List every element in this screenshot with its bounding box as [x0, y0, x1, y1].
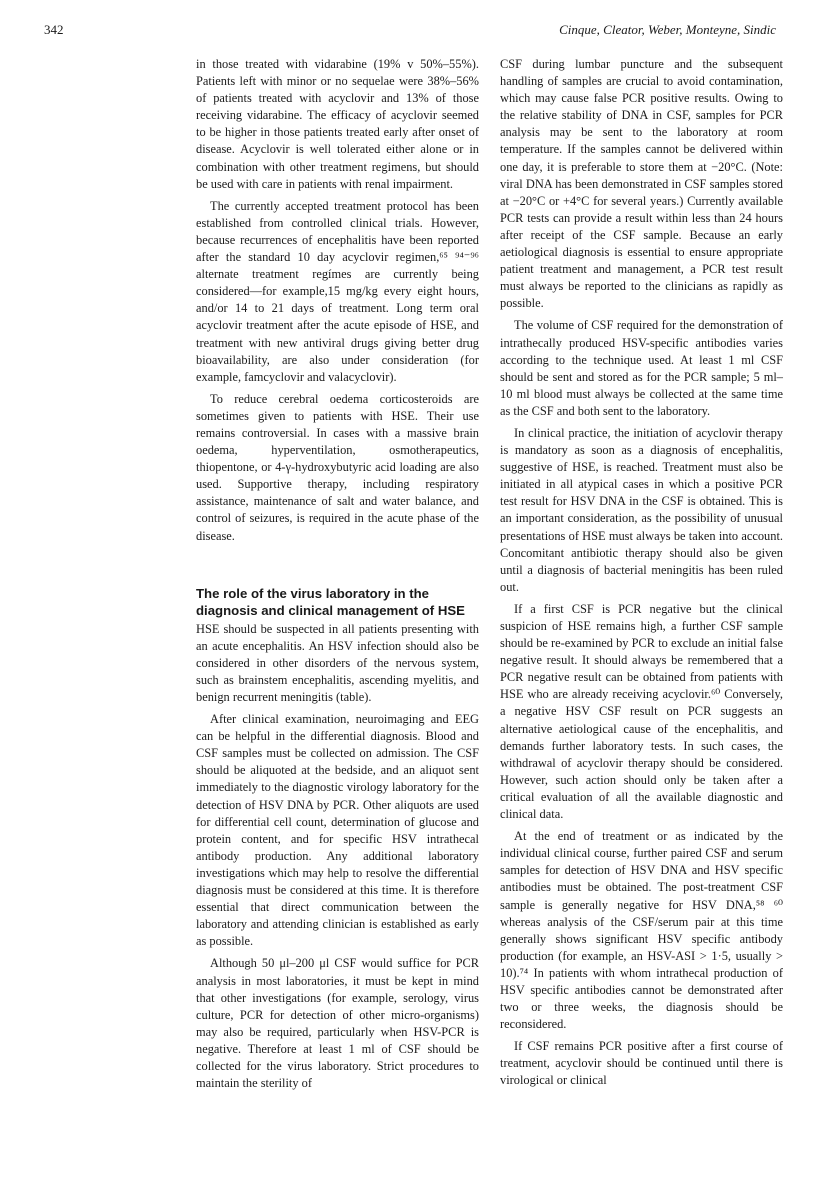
paragraph: After clinical examination, neuroimaging and EEG can be helpful in the differential diagnosis. Blood and CSF samples must be collected on admission. The CSF should be aliquoted at the bedside, and an aliquot sent immediately to the diagnostic virology laboratory for the detection of HSV DNA by PCR. Other aliquots are used for differential cell count, determination of glucose and protein content, and for specific HSV intrathecal antibody production. Any additional laboratory investigations which may help to resolve the differential diagnosis must be considered at this time. It is therefore essential that direct communication between the laboratory and attending clinician is established as early as possible. [196, 712, 479, 949]
paragraph: in those treated with vidarabine (19% v 50%–55%). Patients left with minor or no sequelae were 38%–56% of patients treated with acyclovir and 13% of those receiving vidarabine. The efficacy of acyclovir seemed to be higher in those patients treated early after onset of disease. Acyclovir is well tolerated either alone or in combination with other treatment regimens, but should be used with care in patients with renal impairment. [196, 57, 479, 191]
page-number: 342 [44, 22, 64, 37]
paragraph: If CSF remains PCR positive after a first course of treatment, acyclovir should be continued until there is virological or clinical [500, 1039, 783, 1088]
paragraph: The currently accepted treatment protocol has been established from controlled clinical trials. However, because recurrences of encephalitis have been reported after the standard 10 day acyclovir regimen,⁶⁵ ⁹⁴⁻⁹⁶ alternate treatment regímes are currently being considered—for example,15 mg/kg every eight hours, and/or 14 to 21 days of treatment. Long term oral acyclovir treatment after the acute episode of HSE, and treatment with new antiviral drugs giving better drug bioavailability, are also under consideration (for example, famcyclovir and valacyclovir). [196, 198, 479, 384]
paragraph: The volume of CSF required for the demonstration of intrathecally produced HSV-specific antibodies varies according to the technique used. At least 1 ml CSF should be sent and stored as for the PCR sample; 5 ml–10 ml blood must always be collected at the same time as the CSF and both sent to the laboratory. [500, 318, 783, 418]
paragraph: Although 50 μl–200 μl CSF would suffice for PCR analysis in most laboratories, it must be kept in mind that other investigations (for example, serology, virus culture, PCR for detection of other micro-organisms) may also be required, particularly when HSV-PCR is negative. Therefore at least 1 ml of CSF should be collected for the virus laboratory. Strict procedures to maintain the sterility of [196, 956, 479, 1091]
section-heading: The role of the virus laboratory in the diagnosis and clinical management of HSE [196, 585, 465, 618]
paragraph: At the end of treatment or as indicated by the individual clinical course, further paired CSF and serum samples for detection of HSV DNA and HSV specific antibodies must be obtained. The post-treatment CSF sample is generally negative for HSV DNA,⁵⁸ ⁶⁰ whereas analysis of the CSF/serum pair at this time generally shows significant HSV specific antibody production (for example, an HSV-ASI > 1·5, usually > 10).⁷⁴ In patients with whom intrathecal production of HSV specific antibodies cannot be demonstrated after two or three weeks, the diagnosis should be reconsidered. [500, 829, 783, 1032]
paragraph: In clinical practice, the initiation of acyclovir therapy is mandatory as soon as a diagnosis of encephalitis, suggestive of HSE, is reached. Treatment must also be initiated in all atypical cases in which a positive PCR test result for HSV DNA in the CSF is obtained. This is an important consideration, as the possibility of unusual presentations of HSE must always be taken into account. Concomitant antibiotic therapy should also be given until a diagnosis of bacterial meningitis has been ruled out. [500, 425, 783, 594]
paragraph: CSF during lumbar puncture and the subsequent handling of samples are crucial to avoid contamination, which may cause false PCR positive results. Owing to the relative stability of DNA in CSF, samples for PCR analysis may be sent to the laboratory at room temperature. If the samples cannot be delivered within one day, it is preferable to store them at −20°C. (Note: viral DNA has been demonstrated in CSF samples stored at −20°C or +4°C for several years.) Currently available PCR tests can provide a result within less than 24 hours after receipt of the CSF sample. Because an early aetiological diagnosis is essential to ensure appropriate patient treatment and management, a PCR test result must always be reported to the clinicians as rapidly as possible. [500, 57, 783, 311]
paragraph: HSE should be suspected in all patients presenting with an acute encephalitis. An HSV infection should also be considered in other disorders of the nervous system, such as brainstem encephalitis, ascending myelitis, and benign recurrent meningitis (table). [196, 621, 479, 704]
running-head-authors: Cinque, Cleator, Weber, Monteyne, Sindic [559, 22, 776, 37]
left-column [196, 56, 479, 1097]
paragraph: To reduce cerebral oedema corticosteroids are sometimes given to patients with HSE. Their use remains controversial. In cases with a massive brain oedema, hyperventilation, osmotherapeutics, thiopentone, or 4-γ-hydroxybutyric acid loading are also used. Supportive therapy, including respiratory assistance, maintenance of salt and water balance, and control of seizures, is required in the acute phase of the disease. [196, 391, 479, 543]
paragraph: If a first CSF is PCR negative but the clinical suspicion of HSE remains high, a further CSF sample should be re-examined by PCR to exclude an initial false negative result. It should always be remembered that a PCR negative result can be obtained from patients with HSE who are already receiving acyclovir.⁶⁰ Conversely, a negative HSV CSF result on PCR suggests an alternative aetiological cause of the encephalitis, and demands further laboratory tests. In such cases, the withdrawal of acyclovir therapy should be considered. However, such action should only be taken after a critical evaluation of all the available diagnostic and clinical data. [500, 601, 783, 822]
right-column [500, 56, 783, 1095]
